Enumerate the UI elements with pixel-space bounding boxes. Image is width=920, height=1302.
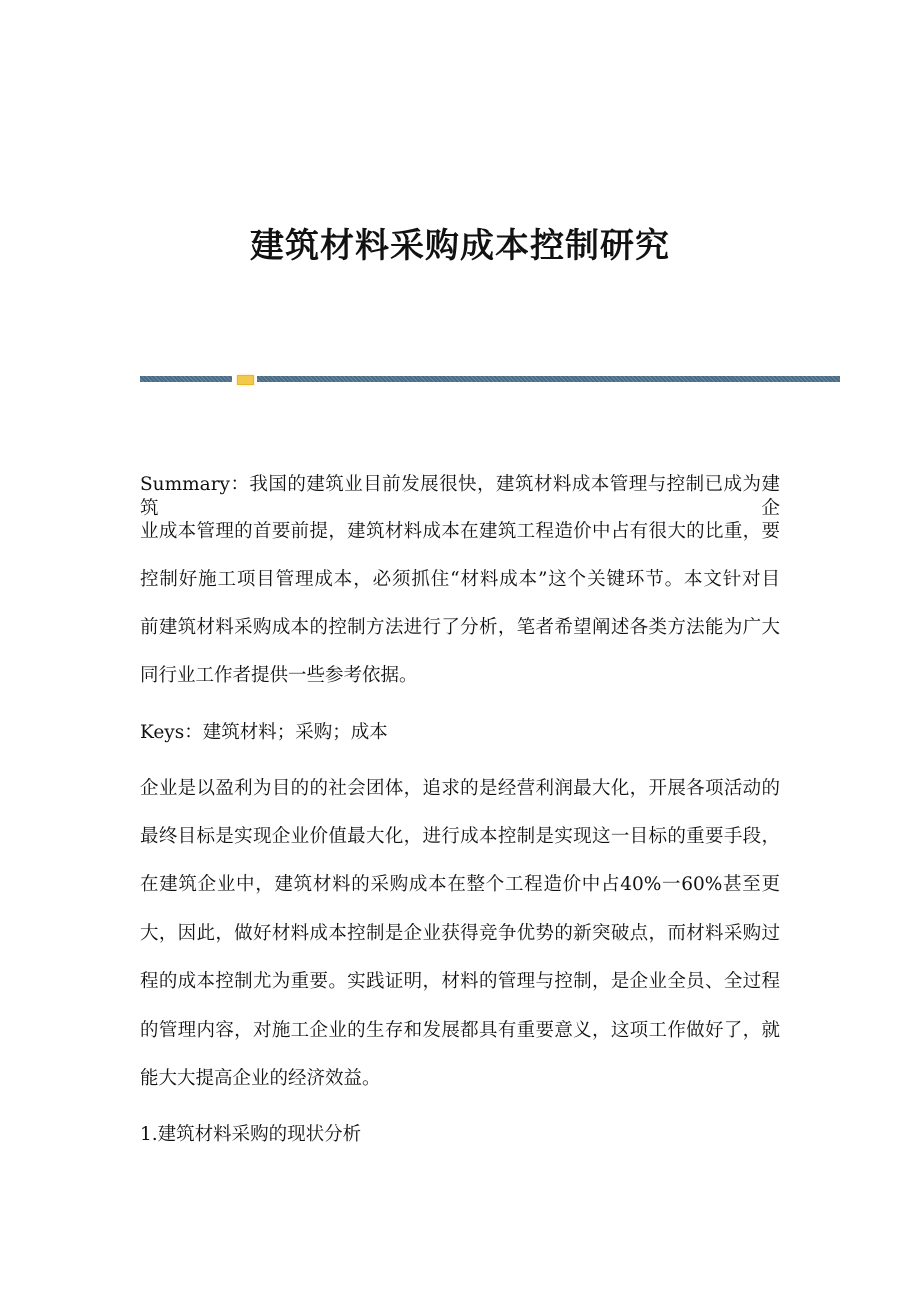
divider-bar-left xyxy=(140,376,232,382)
summary-line: 控制好施工项目管理成本，必须抓住“材料成本”这个关键环节。本文针对目 xyxy=(140,569,780,590)
divider-ornament-icon xyxy=(237,375,254,385)
divider-bar-right xyxy=(257,376,840,382)
body-line: 程的成本控制尤为重要。实践证明，材料的管理与控制，是企业全员、全过程 xyxy=(140,971,780,992)
keywords: Keys：建筑材料；采购；成本 xyxy=(140,722,388,743)
summary-line: Summary：我国的建筑业目前发展很快，建筑材料成本管理与控制已成为建筑企 xyxy=(140,474,780,519)
body-line: 企业是以盈利为目的的社会团体，追求的是经营利润最大化，开展各项活动的 xyxy=(140,778,780,799)
section-heading: 1.建筑材料采购的现状分析 xyxy=(140,1124,362,1145)
summary-line: 前建筑材料采购成本的控制方法进行了分析，笔者希望阐述各类方法能为广大 xyxy=(140,617,780,638)
document-title: 建筑材料采购成本控制研究 xyxy=(250,226,670,266)
body-line: 的管理内容，对施工企业的生存和发展都具有重要意义，这项工作做好了，就 xyxy=(140,1020,780,1041)
body-line: 大，因此，做好材料成本控制是企业获得竞争优势的新突破点，而材料采购过 xyxy=(140,923,780,944)
summary-line: 同行业工作者提供一些参考依据。 xyxy=(140,665,418,686)
body-line: 在建筑企业中，建筑材料的采购成本在整个工程造价中占40%一60%甚至更 xyxy=(140,874,780,895)
title-divider xyxy=(140,375,840,383)
body-line: 能大大提高企业的经济效益。 xyxy=(140,1068,381,1089)
body-line: 最终目标是实现企业价值最大化，进行成本控制是实现这一目标的重要手段， xyxy=(140,826,780,847)
summary-line: 业成本管理的首要前提，建筑材料成本在建筑工程造价中占有很大的比重，要 xyxy=(140,521,780,542)
